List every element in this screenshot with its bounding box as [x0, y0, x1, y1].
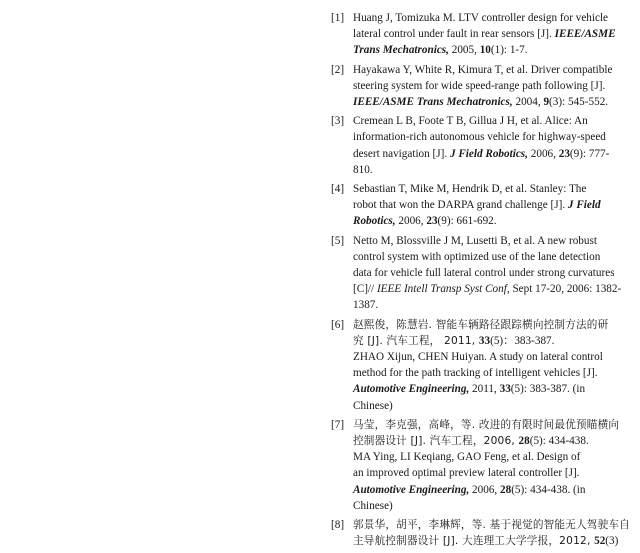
- reference-line: [353, 333, 633, 349]
- reference-text: 23: [426, 215, 438, 228]
- reference-line: [353, 162, 633, 178]
- reference-text: 10: [479, 44, 491, 57]
- reference-text: 2011,: [469, 383, 500, 396]
- reference-line: [353, 10, 633, 26]
- reference-text: 控制器设计 [J]. 汽车工程，2006,: [353, 435, 519, 448]
- reference-line: [353, 297, 633, 313]
- reference-number: [1]: [331, 12, 345, 24]
- reference-line: [353, 465, 633, 481]
- reference-number: [5]: [331, 234, 345, 247]
- reference-number: [3]: [331, 115, 345, 128]
- reference-number: [8]: [331, 519, 345, 532]
- reference-text: (1): 1-7.: [490, 44, 528, 57]
- reference-line: [353, 417, 633, 433]
- reference-text: (5): 434-438.: [529, 435, 589, 448]
- reference-text: Hayakawa Y, White R, Kimura T, et al. Driver compatible: [353, 63, 613, 76]
- reference-text: lateral control under fault in rear sensors [J].: [353, 28, 555, 41]
- reference-text: 2006,: [527, 147, 559, 160]
- reference-number: [4]: [331, 183, 345, 196]
- reference-text: 52: [594, 535, 606, 548]
- reference-line: [353, 517, 633, 533]
- reference-text: Chinese): [353, 499, 393, 512]
- reference-line: [353, 26, 633, 42]
- reference-text: Sept 17-20, 2006: 1382-: [509, 283, 622, 296]
- reference-line: [353, 498, 633, 514]
- reference-text: Huang J, Tomizuka M. LTV controller design for vehicle: [353, 12, 609, 24]
- reference-text: 33: [478, 334, 491, 347]
- reference-text: Automotive Engineering,: [353, 483, 470, 496]
- reference-number: [2]: [331, 63, 345, 76]
- reference-line: [353, 181, 633, 197]
- reference-text: desert navigation [J].: [353, 147, 450, 160]
- reference-text: 2006,: [469, 483, 501, 496]
- reference-line: [353, 349, 633, 365]
- reference-text: 马莹，李克强，高峰，等. 改进的有限时间最优预瞄横向: [353, 418, 620, 431]
- reference-text: 主导航控制器设计 [J]. 大连理工大学学报，2012,: [353, 535, 595, 548]
- reference-text: steering system for wide speed-range path following [J].: [353, 79, 606, 92]
- reference-item: [331, 10, 633, 59]
- reference-line: [353, 78, 633, 94]
- reference-line: [353, 281, 633, 297]
- reference-text: [C]//: [353, 283, 377, 296]
- reference-text: (5): 383-387. (in: [510, 383, 586, 396]
- reference-text: an improved optimal preview lateral controller [J].: [353, 467, 580, 480]
- reference-text: Automotive Engineering,: [353, 383, 470, 396]
- reference-text: 28: [500, 483, 512, 496]
- reference-item: [331, 317, 633, 414]
- reference-line: [353, 233, 633, 249]
- reference-item: [331, 113, 633, 178]
- reference-text: Chinese): [353, 399, 393, 412]
- reference-text: 1387.: [353, 299, 379, 312]
- reference-line: [353, 398, 633, 414]
- reference-line: [353, 433, 633, 449]
- reference-item: [331, 62, 633, 111]
- reference-text: 33: [499, 383, 511, 396]
- reference-text: 赵熙俊，陈慧岩. 智能车辆路径跟踪横向控制方法的研: [353, 318, 609, 331]
- reference-line: [353, 42, 633, 58]
- reference-text: IEEE/ASME: [554, 28, 616, 41]
- reference-line: [353, 129, 633, 145]
- reference-text: (3): [605, 535, 619, 548]
- reference-text: method for the path tracking of intelligent vehicles [J].: [353, 367, 598, 380]
- reference-text: 2006,: [395, 215, 427, 228]
- reference-text: control system with optimized use of the lane detection: [353, 250, 601, 263]
- reference-text: IEEE/ASME Trans Mechatronics,: [353, 96, 513, 109]
- reference-line: [353, 365, 633, 381]
- reference-text: 究 [J]. 汽车工程， 2011,: [353, 334, 479, 347]
- reference-text: 23: [558, 147, 570, 160]
- reference-item: [331, 233, 633, 314]
- reference-text: 2004,: [512, 96, 544, 109]
- reference-text: Trans Mechatronics,: [353, 44, 449, 57]
- reference-text: (9): 777-: [569, 147, 610, 160]
- reference-text: (3): 545-552.: [549, 96, 609, 109]
- reference-text: J Field: [567, 199, 601, 212]
- reference-text: 2005,: [448, 44, 480, 57]
- reference-line: [353, 197, 633, 213]
- reference-line: [353, 94, 633, 110]
- reference-text: 810.: [353, 163, 373, 176]
- reference-number: [6]: [331, 318, 345, 331]
- reference-list: [331, 10, 633, 553]
- reference-line: [353, 317, 633, 333]
- reference-item: [331, 417, 633, 514]
- reference-line: [353, 449, 633, 465]
- reference-text: J Field Robotics,: [449, 147, 528, 160]
- reference-text: robot that won the DARPA grand challenge [J].: [353, 199, 568, 212]
- reference-line: [353, 265, 633, 281]
- reference-item: [331, 517, 633, 549]
- reference-text: (9): 661-692.: [437, 215, 497, 228]
- reference-item: [331, 181, 633, 230]
- reference-text: (5): 434-438. (in: [511, 483, 586, 496]
- reference-text: data for vehicle full lateral control under strong curvatures: [353, 267, 615, 280]
- reference-number: [7]: [331, 418, 345, 431]
- reference-line: [353, 213, 633, 229]
- reference-line: [353, 249, 633, 265]
- reference-text: ZHAO Xijun, CHEN Huiyan. A study on lateral control: [353, 351, 603, 364]
- reference-line: [353, 482, 633, 498]
- reference-text: 28: [518, 435, 530, 448]
- reference-line: [353, 146, 633, 162]
- reference-line: [353, 533, 633, 549]
- reference-text: Robotics,: [353, 215, 396, 228]
- reference-text: information-rich autonomous vehicle for highway-speed: [353, 131, 606, 144]
- reference-text: MA Ying, LI Keqiang, GAO Feng, et al. Design of: [353, 451, 581, 464]
- reference-line: [353, 381, 633, 397]
- reference-line: [353, 113, 633, 129]
- reference-text: Sebastian T, Mike M, Hendrik D, et al. Stanley: The: [353, 183, 587, 196]
- reference-text: (5)：383-387.: [490, 334, 555, 347]
- reference-line: [353, 62, 633, 78]
- reference-text: Netto M, Blossville J M, Lusetti B, et al. A new robust: [353, 234, 597, 247]
- reference-text: 9: [543, 96, 550, 109]
- reference-text: 郭景华，胡平，李琳辉，等. 基于视觉的智能无人驾驶车自: [353, 519, 630, 532]
- reference-text: IEEE Intell Transp Syst Conf,: [376, 283, 510, 296]
- reference-text: Cremean L B, Foote T B, Gillua J H, et al. Alice: An: [353, 115, 588, 128]
